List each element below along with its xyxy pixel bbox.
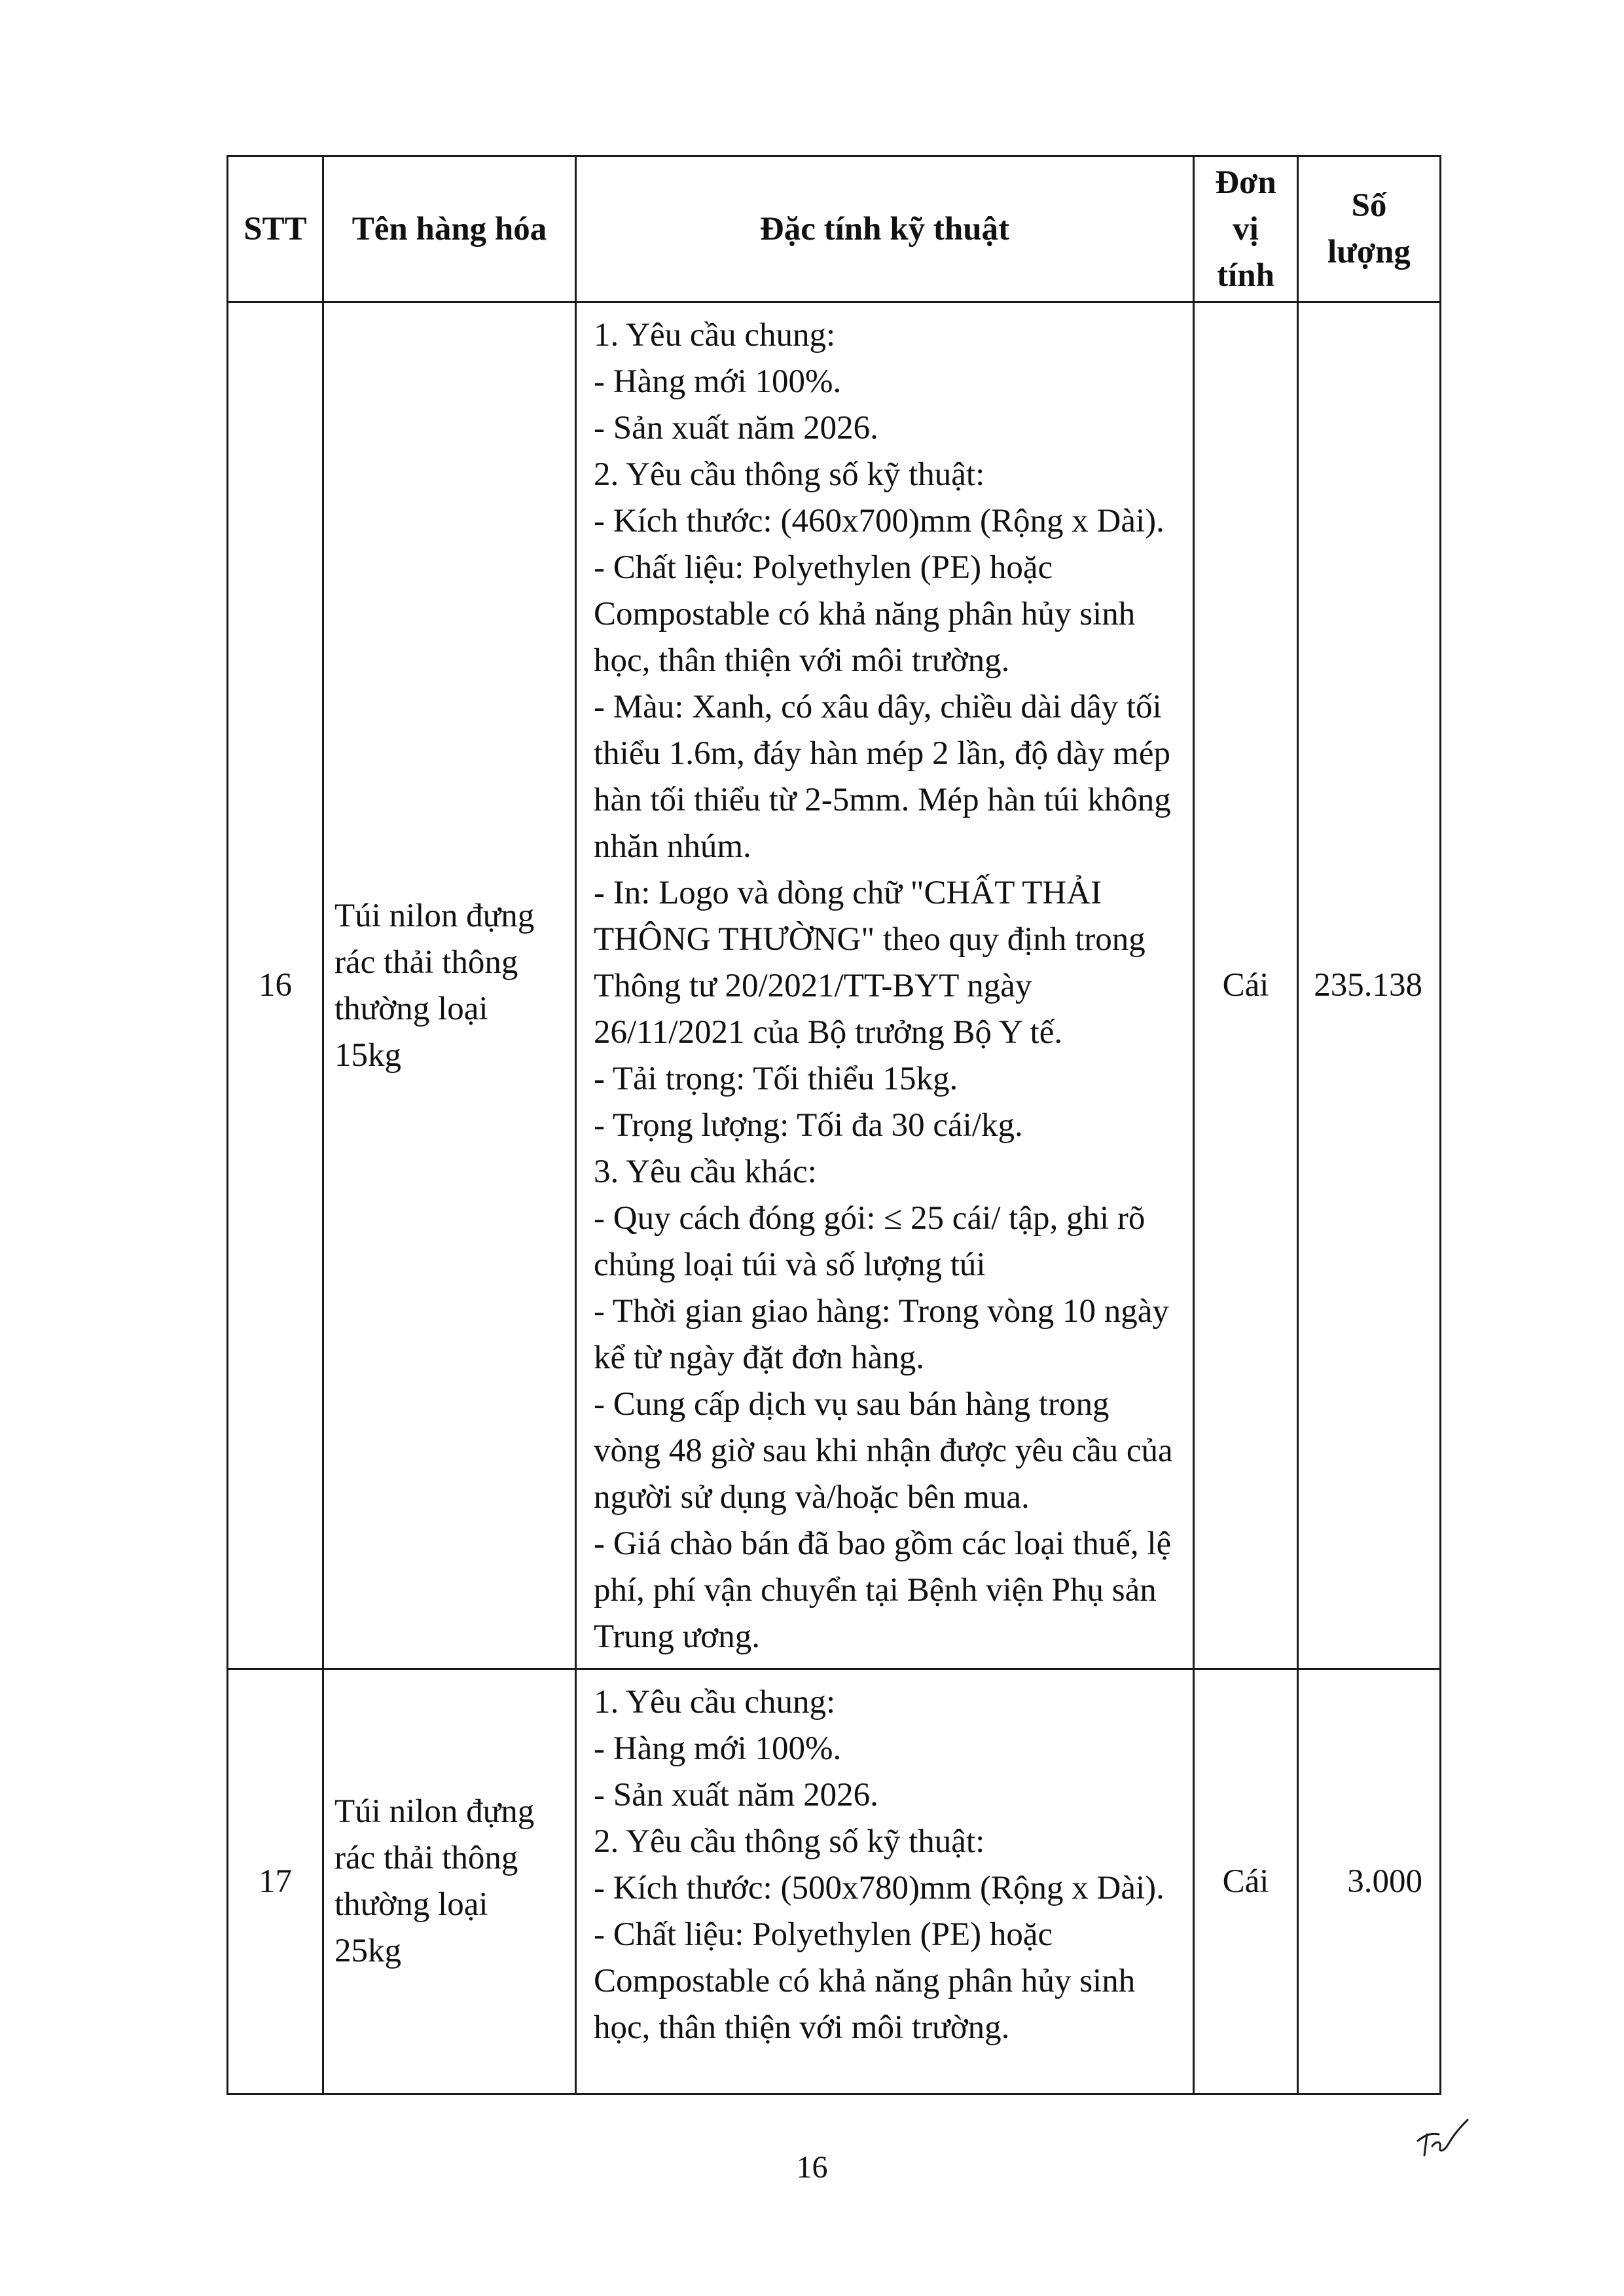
spec-line: - Quy cách đóng gói: ≤ 25 cái/ tập, ghi rõ chủng loại túi và số lượng túi [594,1200,1146,1283]
header-stt: STT [228,156,323,302]
table-row [228,1669,1441,2094]
row-quantity: 3.000 [1298,1669,1441,2094]
spec-table [226,155,1441,2095]
spec-line: - Màu: Xanh, có xâu dây, chiều dài dây tối thiểu 1.6m, đáy hàn mép 2 lần, độ dày mép hàn tối thiểu từ 2-5mm. Mép hàn túi không nhăn nhúm. [594,689,1171,865]
row-item-name [323,1669,576,2094]
item-name-line: thường loại [334,990,488,1027]
spec-line: - Chất liệu: Polyethylen (PE) hoặc Compostable có khả năng phân hủy sinh học, thân thiện với môi trường. [594,549,1136,679]
spec-line: - Tải trọng: Tối thiểu 15kg. [594,1061,958,1097]
item-name-line: Túi nilon đựng [334,897,535,934]
spec-line: - Sản xuất năm 2026. [594,410,878,446]
header-unit-line: tính [1217,257,1274,294]
row-spec [576,302,1194,1669]
row-item-name [323,302,576,1669]
spec-line: - Cung cấp dịch vụ sau bán hàng trong vòng 48 giờ sau khi nhận được yêu cầu của người sử dụng và/hoặc bên mua. [594,1386,1173,1516]
row-stt: 17 [228,1669,323,2094]
row-spec [576,1669,1194,2094]
header-qty-line: lượng [1327,234,1411,270]
spec-line: 3. Yêu cầu khác: [594,1154,817,1190]
spec-line: - In: Logo và dòng chữ "CHẤT THẢI THÔNG THƯỜNG" theo quy định trong Thông tư 20/2021/TT-BYT ngày 26/11/2021 của Bộ trưởng Bộ Y tế. [594,875,1146,1051]
handwritten-initials [1413,2115,1471,2167]
page-number: 16 [796,2150,828,2185]
header-name: Tên hàng hóa [323,156,576,302]
header-qty-line: Số [1351,187,1387,224]
item-name-line: 15kg [334,1036,401,1074]
header-row [228,156,1441,302]
item-name-line: thường loại [334,1886,488,1923]
row-stt: 16 [228,302,323,1669]
item-name-line: 25kg [334,1933,401,1969]
spec-line: 2. Yêu cầu thông số kỹ thuật: [594,456,985,493]
spec-line: - Sản xuất năm 2026. [594,1777,878,1813]
row-unit: Cái [1194,302,1298,1669]
spec-line: 2. Yêu cầu thông số kỹ thuật: [594,1823,985,1860]
spec-line: 1. Yêu cầu chung: [594,1684,836,1721]
header-spec: Đặc tính kỹ thuật [576,156,1194,302]
row-unit: Cái [1194,1669,1298,2094]
spec-line: - Hàng mới 100%. [594,1730,842,1767]
item-name-line: rác thải thông [334,1840,518,1876]
spec-line: - Trọng lượng: Tối đa 30 cái/kg. [594,1107,1023,1144]
item-name-line: rác thải thông [334,943,518,981]
spec-line: - Chất liệu: Polyethylen (PE) hoặc Compostable có khả năng phân hủy sinh học, thân thiện với môi trường. [594,1916,1136,2046]
item-name-line: Túi nilon đựng [334,1793,535,1830]
table-row [228,302,1441,1669]
spec-line: 1. Yêu cầu chung: [594,317,836,354]
spec-line: - Kích thước: (460x700)mm (Rộng x Dài). [594,503,1164,539]
row-quantity: 235.138 [1298,302,1441,1669]
header-unit-line: vị [1233,210,1259,247]
spec-line: - Thời gian giao hàng: Trong vòng 10 ngày kể từ ngày đặt đơn hàng. [594,1293,1169,1376]
header-unit-line: Đơn [1215,164,1276,201]
spec-line: - Giá chào bán đã bao gồm các loại thuế, lệ phí, phí vận chuyển tại Bệnh viện Phụ sản Trung ương. [594,1525,1172,1655]
spec-line: - Kích thước: (500x780)mm (Rộng x Dài). [594,1870,1164,1906]
header-qty [1298,156,1441,302]
spec-line: - Hàng mới 100%. [594,363,842,400]
header-unit [1194,156,1298,302]
